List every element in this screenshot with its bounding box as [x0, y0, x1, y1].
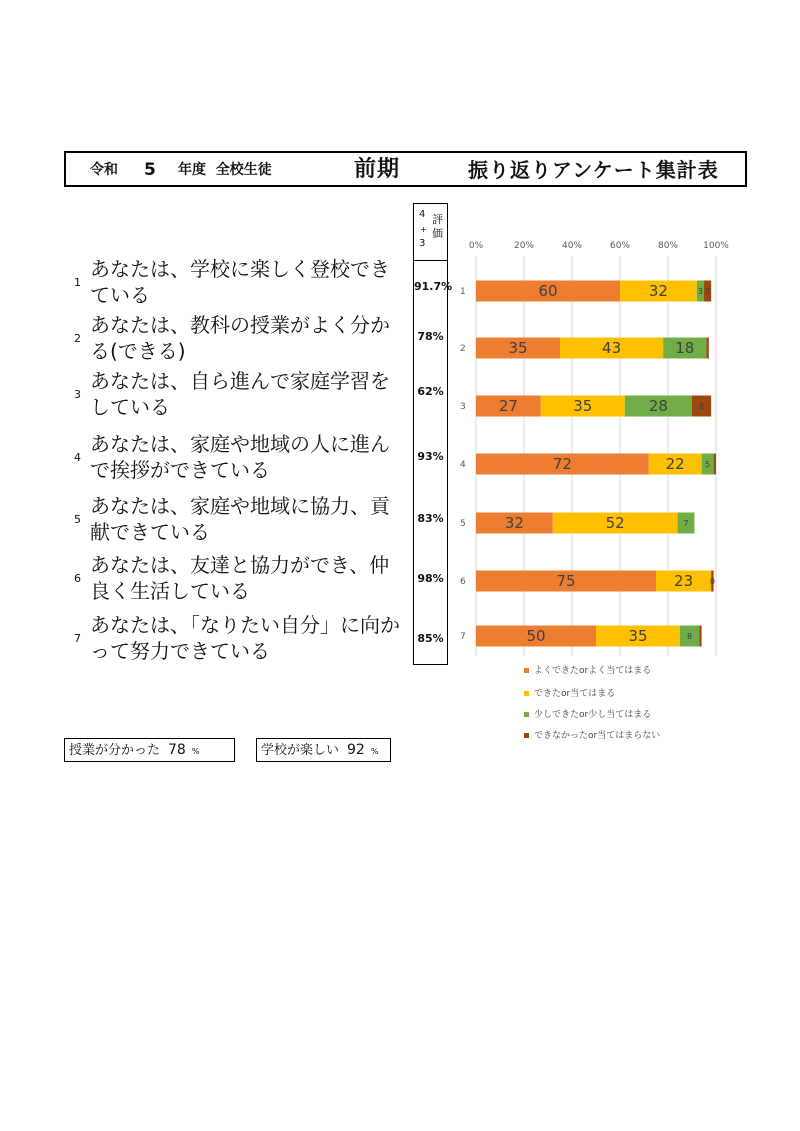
title-box	[64, 151, 747, 187]
rating-2: 78%	[417, 330, 444, 343]
data-label: 35	[628, 627, 648, 645]
summary-class-box	[64, 738, 235, 762]
legend-item-3	[524, 707, 651, 720]
summary-class-value: 78	[168, 742, 186, 758]
rating-6: 98%	[417, 572, 444, 585]
percent-sign: %	[370, 747, 379, 756]
x-tick-label: 0%	[468, 241, 484, 251]
rating-4: 93%	[417, 450, 444, 463]
data-label: 75	[556, 572, 576, 590]
rating-3: 62%	[417, 385, 444, 398]
question-number: 4	[74, 451, 81, 464]
category-label: 4	[460, 460, 466, 470]
question-text: あなたは、家庭や地域に協力、貢献できている	[90, 494, 390, 544]
legend-swatch	[524, 712, 529, 717]
question-number: 3	[74, 388, 81, 401]
summary-class-label: 授業が分かった	[69, 743, 161, 758]
data-label: 52	[605, 514, 625, 532]
eval-plus: +	[420, 225, 427, 234]
rating-1: 91.7%	[414, 280, 453, 293]
period-label: 前期	[354, 157, 401, 182]
evaluation-header	[414, 204, 447, 261]
page-title: 振り返りアンケート集計表	[468, 158, 719, 182]
data-label: 3	[697, 287, 703, 296]
data-label: 32	[648, 282, 668, 300]
era-label: 令和	[90, 162, 118, 178]
category-label: 5	[460, 519, 466, 529]
data-label: 35	[573, 397, 593, 415]
year-label	[178, 153, 272, 187]
eval-label-1: 評	[432, 213, 443, 226]
question-number: 1	[74, 276, 81, 289]
question-number: 2	[74, 332, 81, 345]
data-label: 32	[504, 514, 524, 532]
percent-sign: %	[191, 747, 200, 756]
category-label: 1	[460, 287, 466, 297]
data-label: 28	[648, 397, 668, 415]
data-label: 27	[498, 397, 518, 415]
data-label: 8	[699, 402, 705, 411]
legend-swatch	[524, 733, 529, 738]
eval-label-2: 価	[432, 227, 443, 240]
legend-label: 少しできたor少し当てはまる	[534, 710, 652, 720]
rating-7: 85%	[417, 632, 444, 645]
target-label: 全校生徒	[215, 162, 272, 178]
data-label: 50	[526, 627, 546, 645]
question-number: 6	[74, 572, 81, 585]
data-label: 7	[683, 519, 689, 528]
question-text: あなたは、教科の授業がよく分かる(できる)	[90, 313, 390, 363]
question-text: あなたは、家庭や地域の人に進んで挨拶ができている	[90, 432, 390, 482]
x-tick-label: 80%	[657, 241, 679, 251]
question-number: 5	[74, 513, 81, 526]
question-text: あなたは、学校に楽しく登校できている	[90, 257, 390, 307]
legend-item-4	[524, 728, 660, 741]
category-label: 3	[460, 402, 466, 412]
category-label: 7	[460, 632, 466, 642]
question-text: あなたは、「なりたい自分」に向かって努力できている	[90, 613, 400, 663]
data-label: 5	[705, 460, 711, 469]
bar-segment	[699, 626, 701, 647]
legend-swatch	[524, 691, 529, 696]
legend-label: できなかったor当てはまらない	[534, 731, 661, 741]
x-tick-label: 100%	[703, 241, 729, 251]
question-number: 7	[74, 632, 81, 645]
x-tick-label: 60%	[609, 241, 631, 251]
bar-segment	[714, 454, 716, 475]
question-text: あなたは、自ら進んで家庭学習をしている	[90, 369, 390, 419]
summary-school-box	[256, 738, 391, 762]
rating-5: 83%	[417, 512, 444, 525]
eval-three: 3	[419, 238, 426, 249]
x-tick-label: 40%	[561, 241, 583, 251]
category-label: 6	[460, 577, 466, 587]
stacked-bar-chart	[452, 232, 742, 660]
data-label: 18	[675, 339, 695, 357]
nendo: 年度	[178, 162, 206, 178]
legend-swatch	[524, 668, 529, 673]
data-label: 8	[687, 632, 693, 641]
summary-school-label: 学校が楽しい	[261, 743, 340, 758]
data-label: 3	[705, 287, 711, 296]
category-label: 2	[460, 344, 466, 354]
data-label: 22	[665, 455, 685, 473]
data-label: 72	[552, 455, 572, 473]
year-number: 5	[144, 160, 156, 180]
legend-item-2	[524, 686, 615, 699]
data-label: 60	[538, 282, 558, 300]
data-label: 43	[602, 339, 622, 357]
eval-four: 4	[419, 209, 426, 220]
legend-label: できたor当てはまる	[534, 689, 616, 699]
bar-segment	[706, 338, 708, 359]
evaluation-column	[413, 203, 453, 665]
data-label: 35	[508, 339, 528, 357]
question-text: あなたは、友達と協力ができ、仲良く生活している	[90, 553, 390, 603]
data-label: 23	[674, 572, 694, 590]
x-tick-label: 20%	[513, 241, 535, 251]
legend-label: よくできたorよく当てはまる	[534, 666, 652, 676]
data-label: 0	[709, 577, 715, 586]
legend-item-1	[524, 663, 651, 676]
summary-school-value: 92	[347, 742, 365, 758]
